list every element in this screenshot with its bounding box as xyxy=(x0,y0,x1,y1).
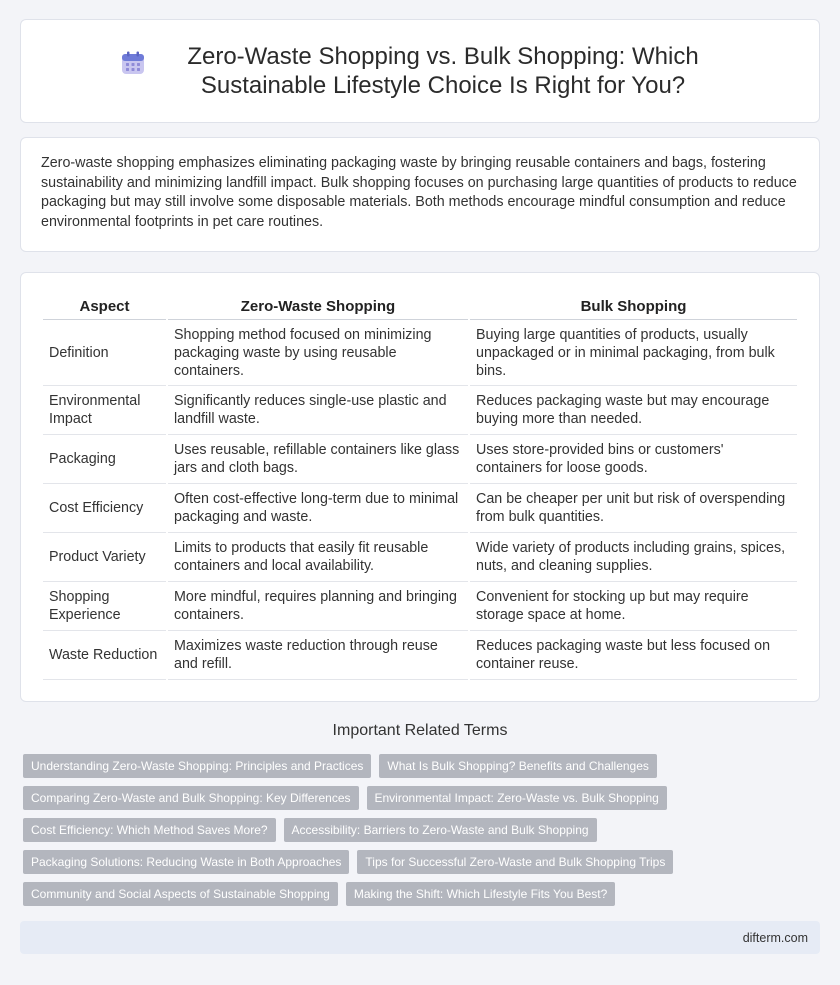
related-term-link[interactable]: Cost Efficiency: Which Method Saves More? xyxy=(23,818,276,842)
tag-row xyxy=(23,882,823,906)
column-header-bulk: Bulk Shopping xyxy=(470,295,797,320)
aspect-cell: Definition xyxy=(43,320,166,386)
table-row xyxy=(43,582,797,631)
related-term-link[interactable]: What Is Bulk Shopping? Benefits and Challenges xyxy=(379,754,657,778)
aspect-cell: Cost Efficiency xyxy=(43,484,166,533)
aspect-cell: Packaging xyxy=(43,435,166,484)
table-row xyxy=(43,484,797,533)
table-row xyxy=(43,435,797,484)
table-row xyxy=(43,386,797,435)
table-row xyxy=(43,533,797,582)
bulk-cell: Wide variety of products including grains, spices, nuts, and cleaning supplies. xyxy=(470,533,797,582)
tag-row xyxy=(23,786,823,810)
related-terms-heading: Important Related Terms xyxy=(332,722,508,739)
zero-waste-cell: Shopping method focused on minimizing packaging waste by using reusable containers. xyxy=(168,320,468,386)
table-row xyxy=(43,631,797,680)
related-terms-list xyxy=(23,754,823,914)
comparison-card xyxy=(20,272,820,702)
zero-waste-cell: Significantly reduces single-use plastic and landfill waste. xyxy=(168,386,468,435)
aspect-cell: Waste Reduction xyxy=(43,631,166,680)
tag-row xyxy=(23,754,823,778)
related-term-link[interactable]: Accessibility: Barriers to Zero-Waste and Bulk Shopping xyxy=(284,818,597,842)
zero-waste-cell: Limits to products that easily fit reusable containers and local availability. xyxy=(168,533,468,582)
intro-card xyxy=(20,137,820,252)
page-title: Zero-Waste Shopping vs. Bulk Shopping: Which Sustainable Lifestyle Choice Is Right for You? xyxy=(187,43,699,99)
calendar-icon xyxy=(120,50,146,76)
related-term-link[interactable]: Environmental Impact: Zero-Waste vs. Bulk Shopping xyxy=(367,786,667,810)
footer-bar xyxy=(20,921,820,954)
header-card xyxy=(20,19,820,123)
tag-row xyxy=(23,818,823,842)
aspect-cell: Product Variety xyxy=(43,533,166,582)
zero-waste-cell: Maximizes waste reduction through reuse and refill. xyxy=(168,631,468,680)
bulk-cell: Uses store-provided bins or customers' containers for loose goods. xyxy=(470,435,797,484)
table-header-row xyxy=(43,295,797,320)
footer-site-name: difterm.com xyxy=(742,930,808,945)
aspect-cell: Shopping Experience xyxy=(43,582,166,631)
related-term-link[interactable]: Packaging Solutions: Reducing Waste in Both Approaches xyxy=(23,850,349,874)
intro-paragraph: Zero-waste shopping emphasizes eliminating packaging waste by bringing reusable containers and bags, fostering sustainability and minimizing landfill impact. Bulk shopping focuses on purchasing large quantities of products to reduce packaging but may still involve some disposable materials. Both methods encourage mindful consumption and reduce environmental footprints in pet care routines. xyxy=(41,155,797,230)
column-header-aspect: Aspect xyxy=(43,295,166,320)
aspect-cell: Environmental Impact xyxy=(43,386,166,435)
bulk-cell: Reduces packaging waste but may encourage buying more than needed. xyxy=(470,386,797,435)
related-term-link[interactable]: Community and Social Aspects of Sustainable Shopping xyxy=(23,882,338,906)
zero-waste-cell: Uses reusable, refillable containers like glass jars and cloth bags. xyxy=(168,435,468,484)
related-term-link[interactable]: Making the Shift: Which Lifestyle Fits You Best? xyxy=(346,882,615,906)
bulk-cell: Convenient for stocking up but may require storage space at home. xyxy=(470,582,797,631)
column-header-zero-waste: Zero-Waste Shopping xyxy=(168,295,468,320)
zero-waste-cell: Often cost-effective long-term due to minimal packaging and waste. xyxy=(168,484,468,533)
related-term-link[interactable]: Understanding Zero-Waste Shopping: Principles and Practices xyxy=(23,754,371,778)
bulk-cell: Buying large quantities of products, usually unpackaged or in minimal packaging, from bulk bins. xyxy=(470,320,797,386)
table-row xyxy=(43,320,797,386)
bulk-cell: Can be cheaper per unit but risk of overspending from bulk quantities. xyxy=(470,484,797,533)
zero-waste-cell: More mindful, requires planning and bringing containers. xyxy=(168,582,468,631)
bulk-cell: Reduces packaging waste but less focused on container reuse. xyxy=(470,631,797,680)
title-wrap xyxy=(60,42,780,100)
related-term-link[interactable]: Comparing Zero-Waste and Bulk Shopping: Key Differences xyxy=(23,786,359,810)
related-term-link[interactable]: Tips for Successful Zero-Waste and Bulk Shopping Trips xyxy=(357,850,673,874)
comparison-table xyxy=(41,295,799,680)
tag-row xyxy=(23,850,823,874)
